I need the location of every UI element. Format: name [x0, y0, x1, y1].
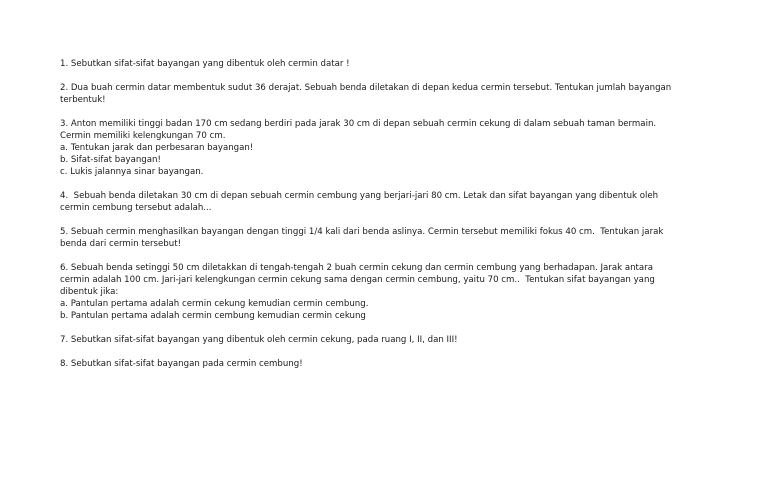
question-6-line-3: dibentuk jika: [60, 287, 119, 297]
question-4-line-1: 4. Sebuah benda diletakan 30 cm di depan sebuah cermin cembung yang berjari-jari 80 cm. Letak dan sifat bayangan yang dibentuk oleh [60, 191, 659, 201]
question-6-item-b: b. Pantulan pertama adalah cermin cembung kemudian cermin cekung [60, 311, 366, 321]
question-6 [60, 262, 710, 322]
question-7 [60, 334, 710, 346]
question-3-item-c: c. Lukis jalannya sinar bayangan. [60, 167, 204, 177]
question-2 [60, 82, 710, 106]
question-3-item-b: b. Sifat-sifat bayangan! [60, 155, 161, 165]
question-3 [60, 118, 710, 178]
question-6-item-a: a. Pantulan pertama adalah cermin cekung kemudian cermin cembung. [60, 299, 369, 309]
question-6-line-2: cermin adalah 100 cm. Jari-jari kelengkungan cermin cekung sama dengan cermin cembung, yaitu 70 cm.. Tentukan sifat bayangan yang [60, 275, 655, 285]
question-4-line-2: cermin cembung tersebut adalah... [60, 203, 212, 213]
question-5-line-2: benda dari cermin tersebut! [60, 239, 182, 249]
question-3-line-2: Cermin memiliki kelengkungan 70 cm. [60, 131, 226, 141]
question-2-line-2: terbentuk! [60, 95, 106, 105]
question-1 [60, 58, 710, 70]
question-6-line-1: 6. Sebuah benda setinggi 50 cm diletakkan di tengah-tengah 2 buah cermin cekung dan cermin cembung yang berhadapan. Jarak antara [60, 263, 653, 273]
question-8 [60, 358, 710, 370]
question-3-line-1: 3. Anton memiliki tinggi badan 170 cm sedang berdiri pada jarak 30 cm di depan sebuah cermin cekung di dalam sebuah taman bermain. [60, 119, 657, 129]
question-7-line-1: 7. Sebutkan sifat-sifat bayangan yang dibentuk oleh cermin cekung, pada ruang I, II, dan III! [60, 335, 458, 345]
question-2-line-1: 2. Dua buah cermin datar membentuk sudut 36 derajat. Sebuah benda diletakan di depan kedua cermin tersebut. Tentukan jumlah bayangan [60, 83, 672, 93]
question-3-item-a: a. Tentukan jarak dan perbesaran bayangan! [60, 143, 254, 153]
question-4 [60, 190, 710, 214]
question-5-line-1: 5. Sebuah cermin menghasilkan bayangan dengan tinggi 1/4 kali dari benda aslinya. Cermin tersebut memiliki fokus 40 cm. Tentukan jarak [60, 227, 664, 237]
question-8-line-1: 8. Sebutkan sifat-sifat bayangan pada cermin cembung! [60, 359, 303, 369]
document-page [60, 58, 710, 382]
question-5 [60, 226, 710, 250]
question-1-line-1: 1. Sebutkan sifat-sifat bayangan yang dibentuk oleh cermin datar ! [60, 59, 350, 69]
